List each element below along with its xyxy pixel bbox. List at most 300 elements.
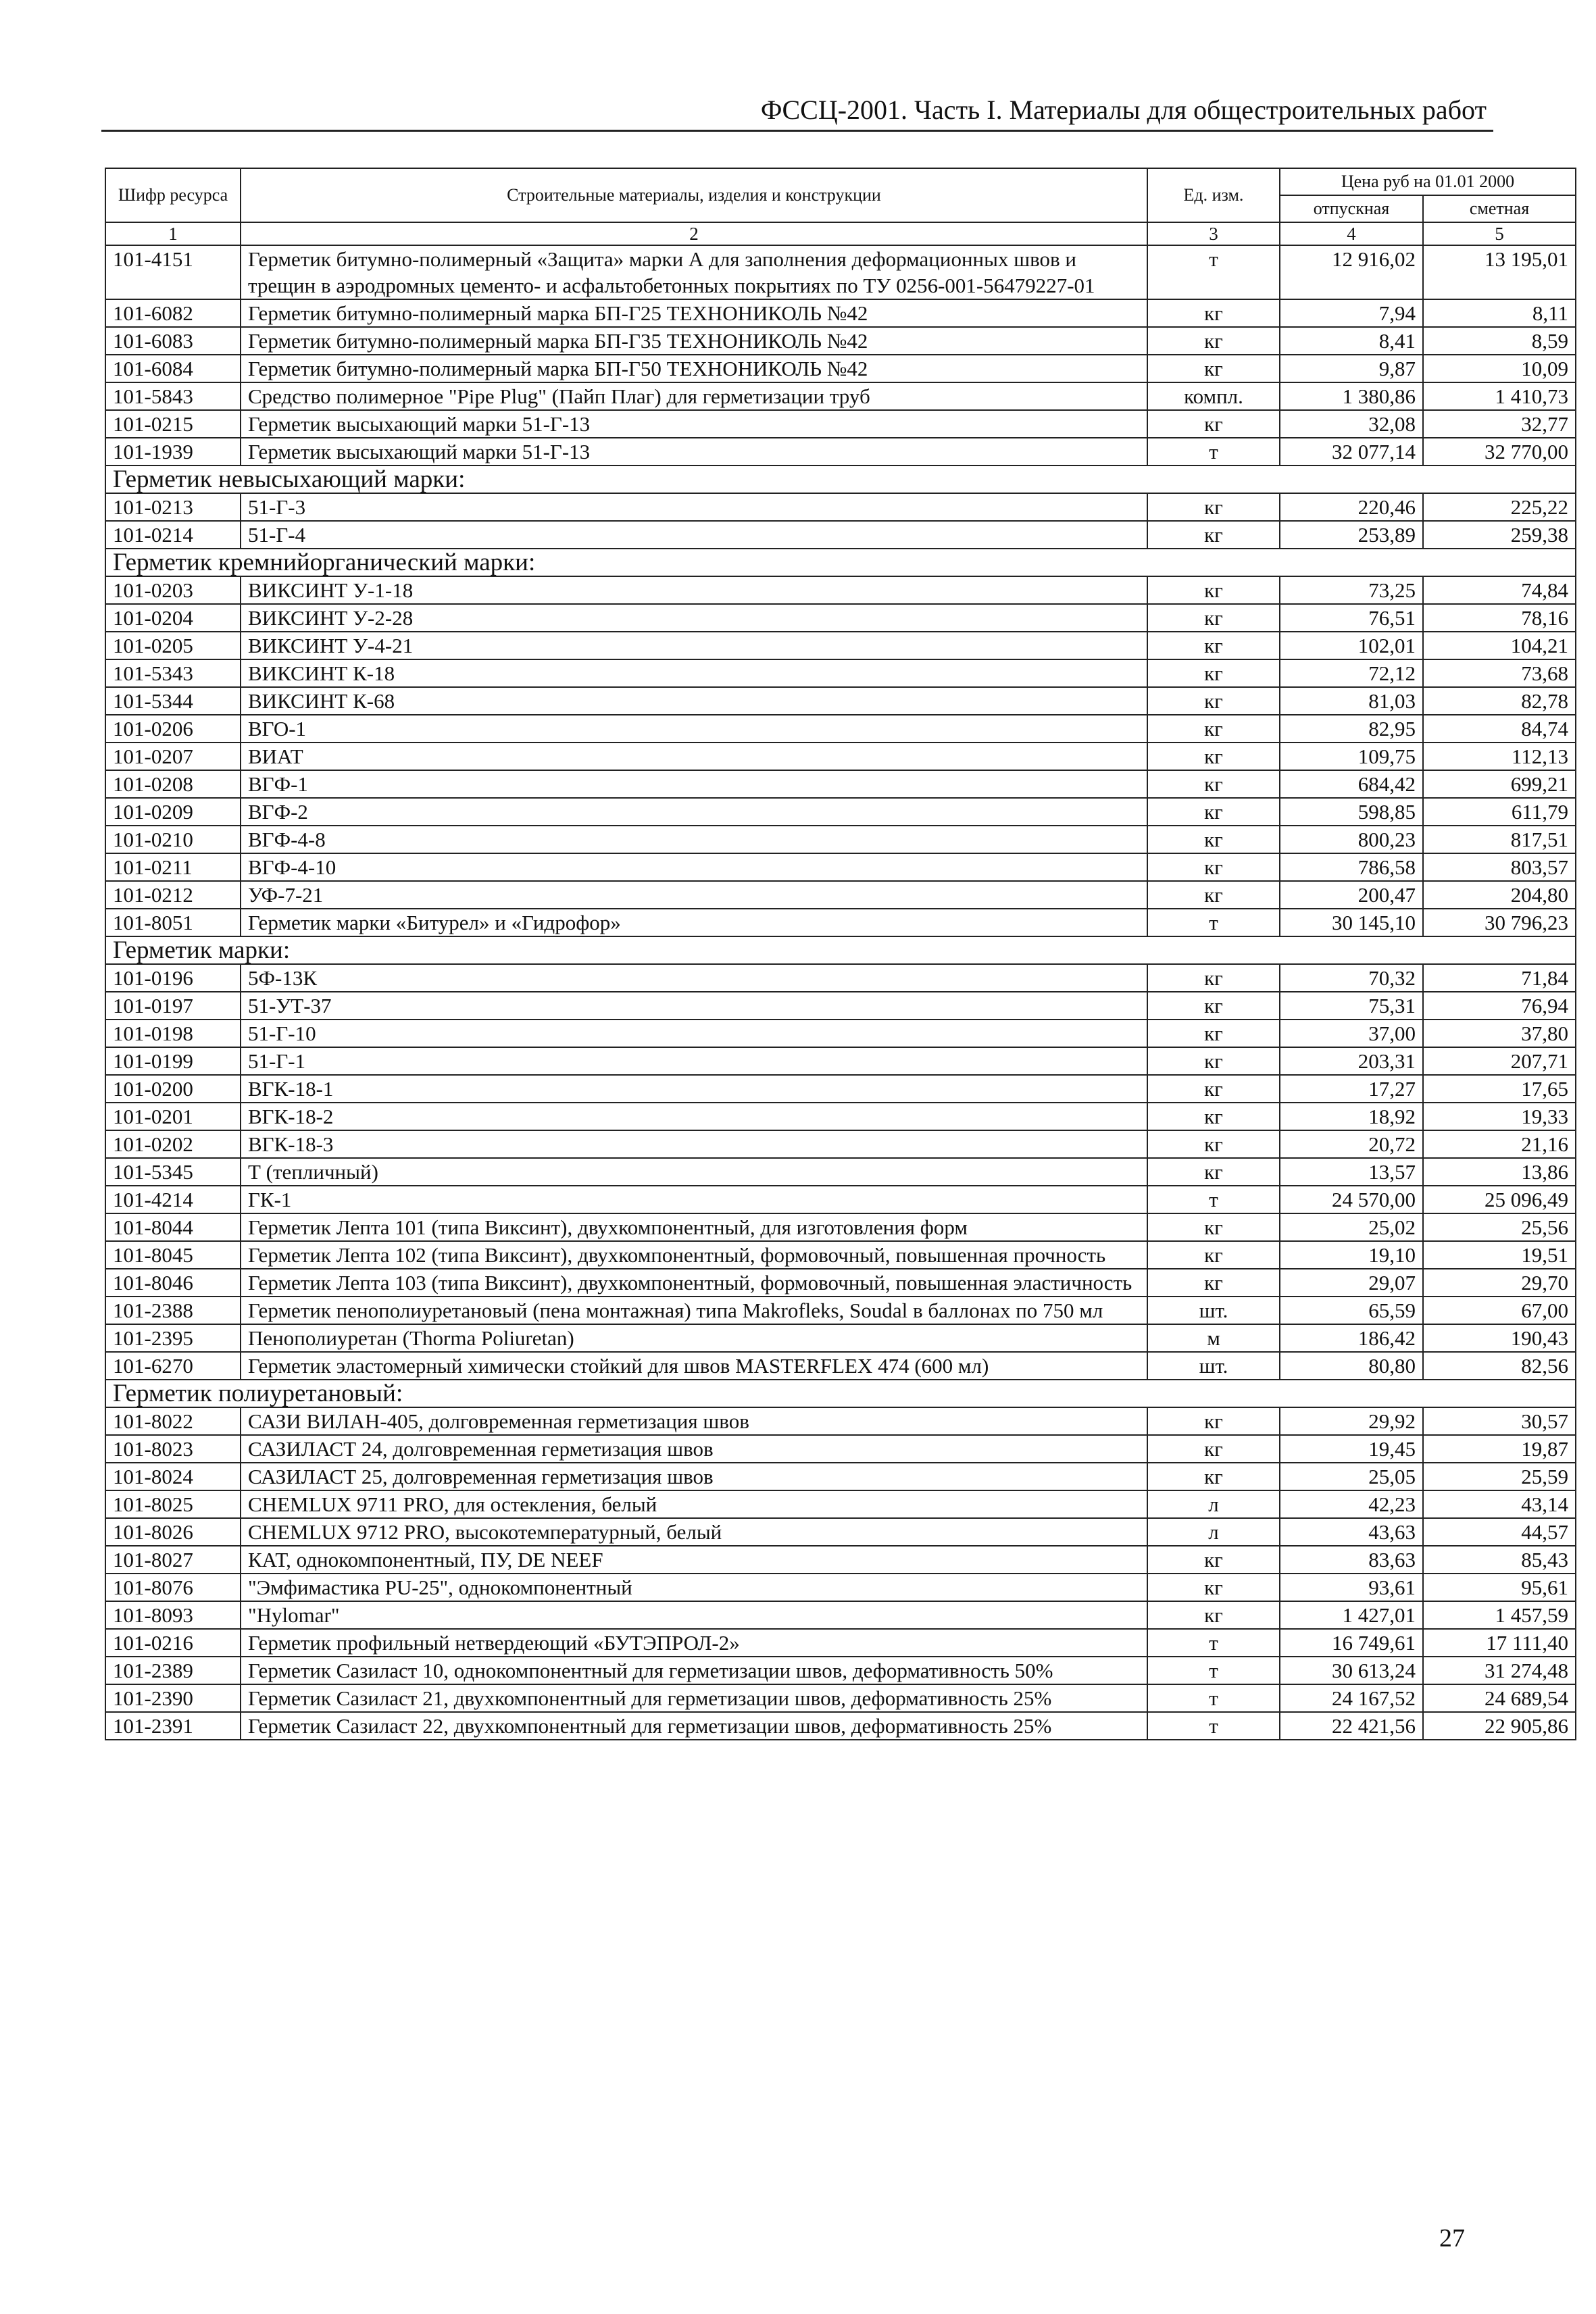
unit-cell: кг	[1147, 355, 1280, 382]
material-name: ВИКСИНТ У-1-18	[241, 576, 1147, 604]
estimate-price: 259,38	[1423, 521, 1576, 549]
material-name: Средство полимерное "Pipe Plug" (Пайп Плаг) для герметизации труб	[241, 382, 1147, 410]
unit-cell: кг	[1147, 1601, 1280, 1629]
column-number: 2	[241, 222, 1147, 245]
release-price: 83,63	[1280, 1546, 1423, 1574]
estimate-price: 82,56	[1423, 1352, 1576, 1380]
estimate-price: 31 274,48	[1423, 1657, 1576, 1684]
resource-code: 101-0206	[105, 715, 241, 743]
unit-cell: кг	[1147, 964, 1280, 992]
release-price: 684,42	[1280, 770, 1423, 798]
material-name: 51-УТ-37	[241, 992, 1147, 1020]
unit-cell: кг	[1147, 881, 1280, 909]
unit-cell: кг	[1147, 743, 1280, 770]
table-row	[105, 1324, 1576, 1352]
estimate-price: 32,77	[1423, 410, 1576, 438]
resource-code: 101-0198	[105, 1020, 241, 1047]
group-heading: Герметик кремнийорганический марки:	[105, 549, 1576, 576]
column-number-row	[105, 222, 1576, 245]
estimate-price: 1 457,59	[1423, 1601, 1576, 1629]
unit-cell: т	[1147, 909, 1280, 936]
group-heading-row	[105, 936, 1576, 964]
material-name: Герметик Сазиласт 21, двухкомпонентный для герметизации швов, деформативность 25%	[241, 1684, 1147, 1712]
table-row	[105, 521, 1576, 549]
release-price: 82,95	[1280, 715, 1423, 743]
resource-code: 101-4214	[105, 1186, 241, 1213]
table-row	[105, 1435, 1576, 1463]
estimate-price: 25,59	[1423, 1463, 1576, 1490]
table-row	[105, 1629, 1576, 1657]
table-row	[105, 1103, 1576, 1130]
release-price: 19,45	[1280, 1435, 1423, 1463]
unit-cell: кг	[1147, 798, 1280, 826]
table-row	[105, 1158, 1576, 1186]
col-header-release: отпускная	[1280, 195, 1423, 222]
resource-code: 101-0205	[105, 632, 241, 659]
release-price: 19,10	[1280, 1241, 1423, 1269]
estimate-price: 112,13	[1423, 743, 1576, 770]
material-name: Герметик высыхающий марки 51-Г-13	[241, 438, 1147, 466]
table-row	[105, 715, 1576, 743]
table-row	[105, 798, 1576, 826]
estimate-price: 19,33	[1423, 1103, 1576, 1130]
release-price: 9,87	[1280, 355, 1423, 382]
resource-code: 101-8051	[105, 909, 241, 936]
estimate-price: 17,65	[1423, 1075, 1576, 1103]
unit-cell: кг	[1147, 1241, 1280, 1269]
material-name: ВГК-18-2	[241, 1103, 1147, 1130]
resource-code: 101-8045	[105, 1241, 241, 1269]
resource-code: 101-0214	[105, 521, 241, 549]
col-header-name: Строительные материалы, изделия и конструкции	[241, 168, 1147, 222]
estimate-price: 699,21	[1423, 770, 1576, 798]
table-row	[105, 604, 1576, 632]
release-price: 29,07	[1280, 1269, 1423, 1297]
table-row	[105, 1352, 1576, 1380]
table-row	[105, 1601, 1576, 1629]
resource-code: 101-0213	[105, 493, 241, 521]
material-name: ВГФ-1	[241, 770, 1147, 798]
release-price: 24 167,52	[1280, 1684, 1423, 1712]
material-name: ВИКСИНТ У-4-21	[241, 632, 1147, 659]
table-row	[105, 992, 1576, 1020]
resource-code: 101-5345	[105, 1158, 241, 1186]
unit-cell: кг	[1147, 327, 1280, 355]
header-rule	[101, 130, 1493, 132]
unit-cell: л	[1147, 1518, 1280, 1546]
material-name: 51-Г-10	[241, 1020, 1147, 1047]
material-name: Герметик высыхающий марки 51-Г-13	[241, 410, 1147, 438]
estimate-price: 30 796,23	[1423, 909, 1576, 936]
estimate-price: 25,56	[1423, 1213, 1576, 1241]
unit-cell: кг	[1147, 521, 1280, 549]
resource-code: 101-8023	[105, 1435, 241, 1463]
material-name: Герметик битумно-полимерный «Защита» марки А для заполнения деформационных швов и трещин в аэродромных цементо- и асфальтобетонных покрытиях по ТУ 0256-001-56479227-01	[241, 245, 1147, 299]
column-number: 4	[1280, 222, 1423, 245]
table-row	[105, 881, 1576, 909]
release-price: 109,75	[1280, 743, 1423, 770]
table-row	[105, 410, 1576, 438]
unit-cell: кг	[1147, 770, 1280, 798]
release-price: 30 145,10	[1280, 909, 1423, 936]
resource-code: 101-8026	[105, 1518, 241, 1546]
unit-cell: т	[1147, 1684, 1280, 1712]
column-number: 3	[1147, 222, 1280, 245]
estimate-price: 71,84	[1423, 964, 1576, 992]
estimate-price: 19,87	[1423, 1435, 1576, 1463]
resource-code: 101-0204	[105, 604, 241, 632]
estimate-price: 29,70	[1423, 1269, 1576, 1297]
table-row	[105, 1546, 1576, 1574]
col-header-estimate: сметная	[1423, 195, 1576, 222]
group-heading: Герметик невысыхающий марки:	[105, 466, 1576, 493]
estimate-price: 67,00	[1423, 1297, 1576, 1324]
table-row	[105, 1463, 1576, 1490]
estimate-price: 74,84	[1423, 576, 1576, 604]
unit-cell: кг	[1147, 1269, 1280, 1297]
material-name: КАТ, однокомпонентный, ПУ, DE NEEF	[241, 1546, 1147, 1574]
material-name: Герметик битумно-полимерный марка БП-Г25 ТЕХНОНИКОЛЬ №42	[241, 299, 1147, 327]
unit-cell: кг	[1147, 1075, 1280, 1103]
table-row	[105, 687, 1576, 715]
estimate-price: 19,51	[1423, 1241, 1576, 1269]
unit-cell: т	[1147, 1657, 1280, 1684]
resource-code: 101-8044	[105, 1213, 241, 1241]
estimate-price: 803,57	[1423, 853, 1576, 881]
unit-cell: кг	[1147, 1020, 1280, 1047]
unit-cell: т	[1147, 1629, 1280, 1657]
table-row	[105, 853, 1576, 881]
estimate-price: 13 195,01	[1423, 245, 1576, 299]
unit-cell: кг	[1147, 604, 1280, 632]
estimate-price: 10,09	[1423, 355, 1576, 382]
material-name: Герметик марки «Битурел» и «Гидрофор»	[241, 909, 1147, 936]
resource-code: 101-8076	[105, 1574, 241, 1601]
group-heading: Герметик марки:	[105, 936, 1576, 964]
material-name: Герметик Лепта 103 (типа Виксинт), двухкомпонентный, формовочный, повышенная эластичность	[241, 1269, 1147, 1297]
estimate-price: 24 689,54	[1423, 1684, 1576, 1712]
unit-cell: т	[1147, 1712, 1280, 1740]
estimate-price: 190,43	[1423, 1324, 1576, 1352]
material-name: Герметик битумно-полимерный марка БП-Г50 ТЕХНОНИКОЛЬ №42	[241, 355, 1147, 382]
release-price: 81,03	[1280, 687, 1423, 715]
estimate-price: 76,94	[1423, 992, 1576, 1020]
resource-code: 101-0212	[105, 881, 241, 909]
estimate-price: 204,80	[1423, 881, 1576, 909]
material-name: ВГК-18-1	[241, 1075, 1147, 1103]
release-price: 29,92	[1280, 1407, 1423, 1435]
resource-code: 101-6270	[105, 1352, 241, 1380]
unit-cell: кг	[1147, 1574, 1280, 1601]
table-row	[105, 245, 1576, 299]
resource-code: 101-0197	[105, 992, 241, 1020]
material-name: ВИКСИНТ К-18	[241, 659, 1147, 687]
release-price: 22 421,56	[1280, 1712, 1423, 1740]
release-price: 43,63	[1280, 1518, 1423, 1546]
resource-code: 101-0210	[105, 826, 241, 853]
material-name: 5Ф-13К	[241, 964, 1147, 992]
table-row	[105, 355, 1576, 382]
material-name: ВГО-1	[241, 715, 1147, 743]
material-name: ВИКСИНТ К-68	[241, 687, 1147, 715]
unit-cell: кг	[1147, 1158, 1280, 1186]
resource-code: 101-2390	[105, 1684, 241, 1712]
table-row	[105, 382, 1576, 410]
resource-code: 101-6084	[105, 355, 241, 382]
table-row	[105, 1241, 1576, 1269]
resource-code: 101-0215	[105, 410, 241, 438]
estimate-price: 21,16	[1423, 1130, 1576, 1158]
estimate-price: 43,14	[1423, 1490, 1576, 1518]
table-header	[105, 168, 1576, 245]
resource-code: 101-8046	[105, 1269, 241, 1297]
unit-cell: кг	[1147, 1546, 1280, 1574]
release-price: 24 570,00	[1280, 1186, 1423, 1213]
unit-cell: кг	[1147, 826, 1280, 853]
release-price: 186,42	[1280, 1324, 1423, 1352]
material-name: Герметик Сазиласт 22, двухкомпонентный для герметизации швов, деформативность 25%	[241, 1712, 1147, 1740]
release-price: 8,41	[1280, 327, 1423, 355]
unit-cell: кг	[1147, 1130, 1280, 1158]
resource-code: 101-8022	[105, 1407, 241, 1435]
material-name: САЗИЛАСТ 25, долговременная герметизация швов	[241, 1463, 1147, 1490]
material-name: Пенополиуретан (Thorma Poliuretan)	[241, 1324, 1147, 1352]
resource-code: 101-0200	[105, 1075, 241, 1103]
table-row	[105, 964, 1576, 992]
release-price: 800,23	[1280, 826, 1423, 853]
column-number: 1	[105, 222, 241, 245]
material-name: CHEMLUX 9711 PRO, для остекления, белый	[241, 1490, 1147, 1518]
table-row	[105, 1407, 1576, 1435]
resource-code: 101-8024	[105, 1463, 241, 1490]
release-price: 16 749,61	[1280, 1629, 1423, 1657]
unit-cell: кг	[1147, 299, 1280, 327]
unit-cell: шт.	[1147, 1297, 1280, 1324]
estimate-price: 37,80	[1423, 1020, 1576, 1047]
resource-code: 101-5344	[105, 687, 241, 715]
table-row	[105, 1490, 1576, 1518]
estimate-price: 84,74	[1423, 715, 1576, 743]
resource-code: 101-8093	[105, 1601, 241, 1629]
estimate-price: 25 096,49	[1423, 1186, 1576, 1213]
group-heading-row	[105, 466, 1576, 493]
resource-code: 101-0211	[105, 853, 241, 881]
release-price: 7,94	[1280, 299, 1423, 327]
release-price: 93,61	[1280, 1574, 1423, 1601]
unit-cell: кг	[1147, 715, 1280, 743]
release-price: 598,85	[1280, 798, 1423, 826]
release-price: 253,89	[1280, 521, 1423, 549]
estimate-price: 85,43	[1423, 1546, 1576, 1574]
release-price: 200,47	[1280, 881, 1423, 909]
page-number: 27	[1439, 2224, 1465, 2253]
table-row	[105, 1657, 1576, 1684]
material-name: 51-Г-1	[241, 1047, 1147, 1075]
unit-cell: кг	[1147, 1463, 1280, 1490]
material-name: Герметик профильный нетвердеющий «БУТЭПРОЛ-2»	[241, 1629, 1147, 1657]
table-row	[105, 1047, 1576, 1075]
estimate-price: 13,86	[1423, 1158, 1576, 1186]
estimate-price: 73,68	[1423, 659, 1576, 687]
unit-cell: т	[1147, 1186, 1280, 1213]
table-body	[105, 245, 1576, 1740]
unit-cell: кг	[1147, 1103, 1280, 1130]
release-price: 42,23	[1280, 1490, 1423, 1518]
material-name: ВГФ-4-10	[241, 853, 1147, 881]
unit-cell: кг	[1147, 687, 1280, 715]
group-heading-row	[105, 1380, 1576, 1407]
release-price: 18,92	[1280, 1103, 1423, 1130]
unit-cell: кг	[1147, 493, 1280, 521]
material-name: 51-Г-3	[241, 493, 1147, 521]
resource-code: 101-5843	[105, 382, 241, 410]
material-name: ГК-1	[241, 1186, 1147, 1213]
resource-code: 101-0207	[105, 743, 241, 770]
unit-cell: кг	[1147, 1213, 1280, 1241]
estimate-price: 225,22	[1423, 493, 1576, 521]
release-price: 203,31	[1280, 1047, 1423, 1075]
material-name: САЗИЛАСТ 24, долговременная герметизация швов	[241, 1435, 1147, 1463]
estimate-price: 104,21	[1423, 632, 1576, 659]
material-name: Герметик Лепта 102 (типа Виксинт), двухкомпонентный, формовочный, повышенная прочность	[241, 1241, 1147, 1269]
column-number: 5	[1423, 222, 1576, 245]
release-price: 76,51	[1280, 604, 1423, 632]
unit-cell: л	[1147, 1490, 1280, 1518]
unit-cell: кг	[1147, 659, 1280, 687]
resource-code: 101-2391	[105, 1712, 241, 1740]
price-table	[105, 168, 1576, 1740]
table-row	[105, 1269, 1576, 1297]
release-price: 786,58	[1280, 853, 1423, 881]
material-name: "Hylomar"	[241, 1601, 1147, 1629]
release-price: 12 916,02	[1280, 245, 1423, 299]
table-row	[105, 438, 1576, 466]
table-row	[105, 1213, 1576, 1241]
estimate-price: 8,11	[1423, 299, 1576, 327]
col-header-unit: Ед. изм.	[1147, 168, 1280, 222]
release-price: 25,05	[1280, 1463, 1423, 1490]
material-name: Герметик пенополиуретановый (пена монтажная) типа Makrofleks, Soudal в баллонах по 750 мл	[241, 1297, 1147, 1324]
table-row	[105, 1186, 1576, 1213]
material-name: "Эмфимастика PU-25", однокомпонентный	[241, 1574, 1147, 1601]
release-price: 32,08	[1280, 410, 1423, 438]
release-price: 37,00	[1280, 1020, 1423, 1047]
resource-code: 101-8027	[105, 1546, 241, 1574]
table-row	[105, 770, 1576, 798]
unit-cell: кг	[1147, 853, 1280, 881]
table-row	[105, 1130, 1576, 1158]
resource-code: 101-4151	[105, 245, 241, 299]
material-name: ВГФ-4-8	[241, 826, 1147, 853]
resource-code: 101-0196	[105, 964, 241, 992]
resource-code: 101-0201	[105, 1103, 241, 1130]
material-name: ВИКСИНТ У-2-28	[241, 604, 1147, 632]
release-price: 80,80	[1280, 1352, 1423, 1380]
release-price: 20,72	[1280, 1130, 1423, 1158]
unit-cell: т	[1147, 245, 1280, 299]
material-name: 51-Г-4	[241, 521, 1147, 549]
unit-cell: кг	[1147, 1407, 1280, 1435]
release-price: 25,02	[1280, 1213, 1423, 1241]
unit-cell: кг	[1147, 410, 1280, 438]
release-price: 102,01	[1280, 632, 1423, 659]
table-row	[105, 1020, 1576, 1047]
material-name: Т (тепличный)	[241, 1158, 1147, 1186]
resource-code: 101-2388	[105, 1297, 241, 1324]
unit-cell: кг	[1147, 576, 1280, 604]
material-name: Герметик битумно-полимерный марка БП-Г35 ТЕХНОНИКОЛЬ №42	[241, 327, 1147, 355]
estimate-price: 1 410,73	[1423, 382, 1576, 410]
resource-code: 101-8025	[105, 1490, 241, 1518]
estimate-price: 78,16	[1423, 604, 1576, 632]
resource-code: 101-1939	[105, 438, 241, 466]
release-price: 65,59	[1280, 1297, 1423, 1324]
table-row	[105, 632, 1576, 659]
table-row	[105, 576, 1576, 604]
table-row	[105, 1684, 1576, 1712]
release-price: 72,12	[1280, 659, 1423, 687]
release-price: 1 427,01	[1280, 1601, 1423, 1629]
group-heading-row	[105, 549, 1576, 576]
table-row	[105, 299, 1576, 327]
release-price: 220,46	[1280, 493, 1423, 521]
estimate-price: 95,61	[1423, 1574, 1576, 1601]
table-row	[105, 1297, 1576, 1324]
resource-code: 101-2395	[105, 1324, 241, 1352]
estimate-price: 8,59	[1423, 327, 1576, 355]
material-name: САЗИ ВИЛАН-405, долговременная герметизация швов	[241, 1407, 1147, 1435]
table-row	[105, 909, 1576, 936]
release-price: 75,31	[1280, 992, 1423, 1020]
unit-cell: компл.	[1147, 382, 1280, 410]
material-name: УФ-7-21	[241, 881, 1147, 909]
unit-cell: кг	[1147, 992, 1280, 1020]
resource-code: 101-0203	[105, 576, 241, 604]
estimate-price: 82,78	[1423, 687, 1576, 715]
resource-code: 101-5343	[105, 659, 241, 687]
unit-cell: кг	[1147, 1047, 1280, 1075]
estimate-price: 44,57	[1423, 1518, 1576, 1546]
resource-code: 101-0199	[105, 1047, 241, 1075]
unit-cell: т	[1147, 438, 1280, 466]
estimate-price: 22 905,86	[1423, 1712, 1576, 1740]
unit-cell: кг	[1147, 632, 1280, 659]
table-row	[105, 1518, 1576, 1546]
table-row	[105, 493, 1576, 521]
resource-code: 101-0208	[105, 770, 241, 798]
resource-code: 101-0216	[105, 1629, 241, 1657]
estimate-price: 817,51	[1423, 826, 1576, 853]
table-row	[105, 826, 1576, 853]
estimate-price: 17 111,40	[1423, 1629, 1576, 1657]
resource-code: 101-6082	[105, 299, 241, 327]
release-price: 17,27	[1280, 1075, 1423, 1103]
material-name: CHEMLUX 9712 PRO, высокотемпературный, белый	[241, 1518, 1147, 1546]
table-row	[105, 743, 1576, 770]
estimate-price: 611,79	[1423, 798, 1576, 826]
release-price: 73,25	[1280, 576, 1423, 604]
material-name: ВГФ-2	[241, 798, 1147, 826]
release-price: 32 077,14	[1280, 438, 1423, 466]
release-price: 30 613,24	[1280, 1657, 1423, 1684]
estimate-price: 207,71	[1423, 1047, 1576, 1075]
page-header-title: ФССЦ-2001. Часть I. Материалы для общестроительных работ	[760, 95, 1487, 125]
resource-code: 101-0209	[105, 798, 241, 826]
material-name: ВИАТ	[241, 743, 1147, 770]
estimate-price: 32 770,00	[1423, 438, 1576, 466]
table-row	[105, 327, 1576, 355]
col-header-code: Шифр ресурса	[105, 168, 241, 222]
